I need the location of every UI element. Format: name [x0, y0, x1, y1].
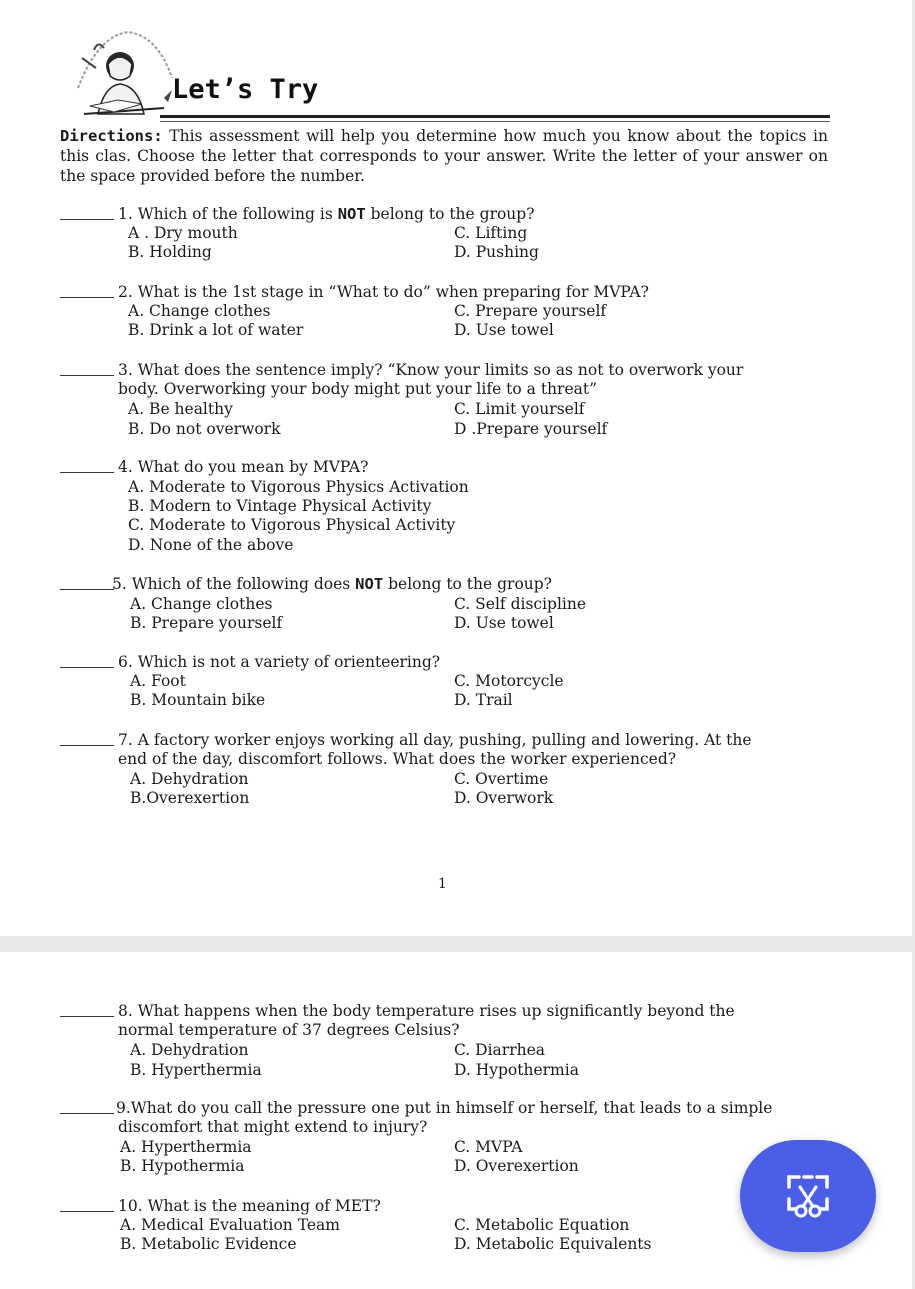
- question-text: 8. What happens when the body temperature rises up significantly beyond the: [118, 1002, 735, 1020]
- option-b: B. Modern to Vintage Physical Activity: [128, 497, 432, 515]
- option-b: B. Metabolic Evidence: [120, 1235, 297, 1253]
- option-b: B. Do not overwork: [128, 420, 281, 438]
- option-c: C. Moderate to Vigorous Physical Activity: [128, 516, 456, 534]
- option-a: A. Hyperthermia: [120, 1138, 252, 1156]
- screenshot-cut-icon: [781, 1169, 835, 1223]
- option-d: D. Use towel: [454, 614, 554, 632]
- option-a: A. Dehydration: [130, 1041, 249, 1059]
- option-a: A. Change clothes: [128, 302, 271, 320]
- option-d: D. Use towel: [454, 321, 554, 339]
- option-c: C. Lifting: [454, 224, 528, 242]
- option-d: D. Overwork: [454, 789, 554, 807]
- screenshot-cut-button[interactable]: [740, 1140, 876, 1252]
- directions-paragraph: [60, 126, 828, 186]
- question-text: 9.What do you call the pressure one put in himself or herself, that leads to a simple: [116, 1099, 773, 1117]
- answer-blank[interactable]: [60, 575, 114, 590]
- section-header: [60, 22, 840, 122]
- answer-blank[interactable]: [60, 361, 114, 376]
- answer-blank[interactable]: [60, 1002, 114, 1017]
- title-rule-thin: [160, 121, 830, 122]
- option-c: C. Self discipline: [454, 595, 587, 613]
- option-c: C. Prepare yourself: [454, 302, 607, 320]
- section-title: Let’s Try: [172, 74, 319, 105]
- option-b: B.Overexertion: [130, 789, 250, 807]
- answer-blank[interactable]: [60, 458, 114, 473]
- question-text: 5. Which of the following does NOT belong to the group?: [112, 575, 552, 593]
- option-b: B. Drink a lot of water: [128, 321, 304, 339]
- option-a: A. Moderate to Vigorous Physics Activation: [128, 478, 469, 496]
- page-number: 1: [438, 876, 447, 892]
- title-rule: [160, 115, 830, 118]
- question-text: 10. What is the meaning of MET?: [118, 1197, 381, 1215]
- option-b: B. Prepare yourself: [130, 614, 283, 632]
- option-c: C. Metabolic Equation: [454, 1216, 630, 1234]
- answer-blank[interactable]: [60, 205, 114, 220]
- answer-blank[interactable]: [60, 653, 114, 668]
- student-writing-logo-icon: [68, 28, 178, 120]
- option-b: B. Mountain bike: [130, 691, 266, 709]
- option-a: A. Dehydration: [130, 770, 249, 788]
- question-text-continued: body. Overworking your body might put your life to a threat”: [118, 380, 598, 398]
- question-text-continued: discomfort that might extend to injury?: [118, 1118, 428, 1136]
- directions-label: Directions:: [60, 127, 163, 145]
- answer-blank[interactable]: [60, 731, 114, 746]
- option-c: C. Limit yourself: [454, 400, 585, 418]
- option-a: A. Change clothes: [130, 595, 273, 613]
- option-a: A. Foot: [130, 672, 186, 690]
- answer-blank[interactable]: [60, 1197, 114, 1212]
- option-c: C. Motorcycle: [454, 672, 564, 690]
- question-text: 6. Which is not a variety of orienteering?: [118, 653, 441, 671]
- question-text: 4. What do you mean by MVPA?: [118, 458, 369, 476]
- option-b: B. Hyperthermia: [130, 1061, 262, 1079]
- question-text-continued: end of the day, discomfort follows. What does the worker experienced?: [118, 750, 677, 768]
- option-d: D. Metabolic Equivalents: [454, 1235, 652, 1253]
- question-text: 7. A factory worker enjoys working all day, pushing, pulling and lowering. At the: [118, 731, 752, 749]
- option-c: C. Overtime: [454, 770, 549, 788]
- directions-text: This assessment will help you determine how much you know about the topics in this clas. Choose the letter that corresponds to your answer. Write the letter of your answer on the space provided before the number.: [60, 127, 828, 185]
- option-a: A. Be healthy: [128, 400, 233, 418]
- option-c: C. MVPA: [454, 1138, 523, 1156]
- option-d: D. None of the above: [128, 536, 294, 554]
- question-text: 1. Which of the following is NOT belong to the group?: [118, 205, 535, 223]
- answer-blank[interactable]: [60, 283, 114, 298]
- option-c: C. Diarrhea: [454, 1041, 546, 1059]
- answer-blank[interactable]: [60, 1099, 114, 1114]
- option-d: D. Trail: [454, 691, 513, 709]
- option-a: A. Medical Evaluation Team: [120, 1216, 340, 1234]
- question-text: 2. What is the 1st stage in “What to do” when preparing for MVPA?: [118, 283, 649, 301]
- option-d: D. Hypothermia: [454, 1061, 579, 1079]
- option-a: A . Dry mouth: [128, 224, 238, 242]
- option-d: D .Prepare yourself: [454, 420, 608, 438]
- option-d: D. Overexertion: [454, 1157, 579, 1175]
- option-b: B. Hypothermia: [120, 1157, 245, 1175]
- question-text-continued: normal temperature of 37 degrees Celsius?: [118, 1021, 460, 1039]
- option-d: D. Pushing: [454, 243, 539, 261]
- question-text: 3. What does the sentence imply? “Know your limits so as not to overwork your: [118, 361, 744, 379]
- option-b: B. Holding: [128, 243, 212, 261]
